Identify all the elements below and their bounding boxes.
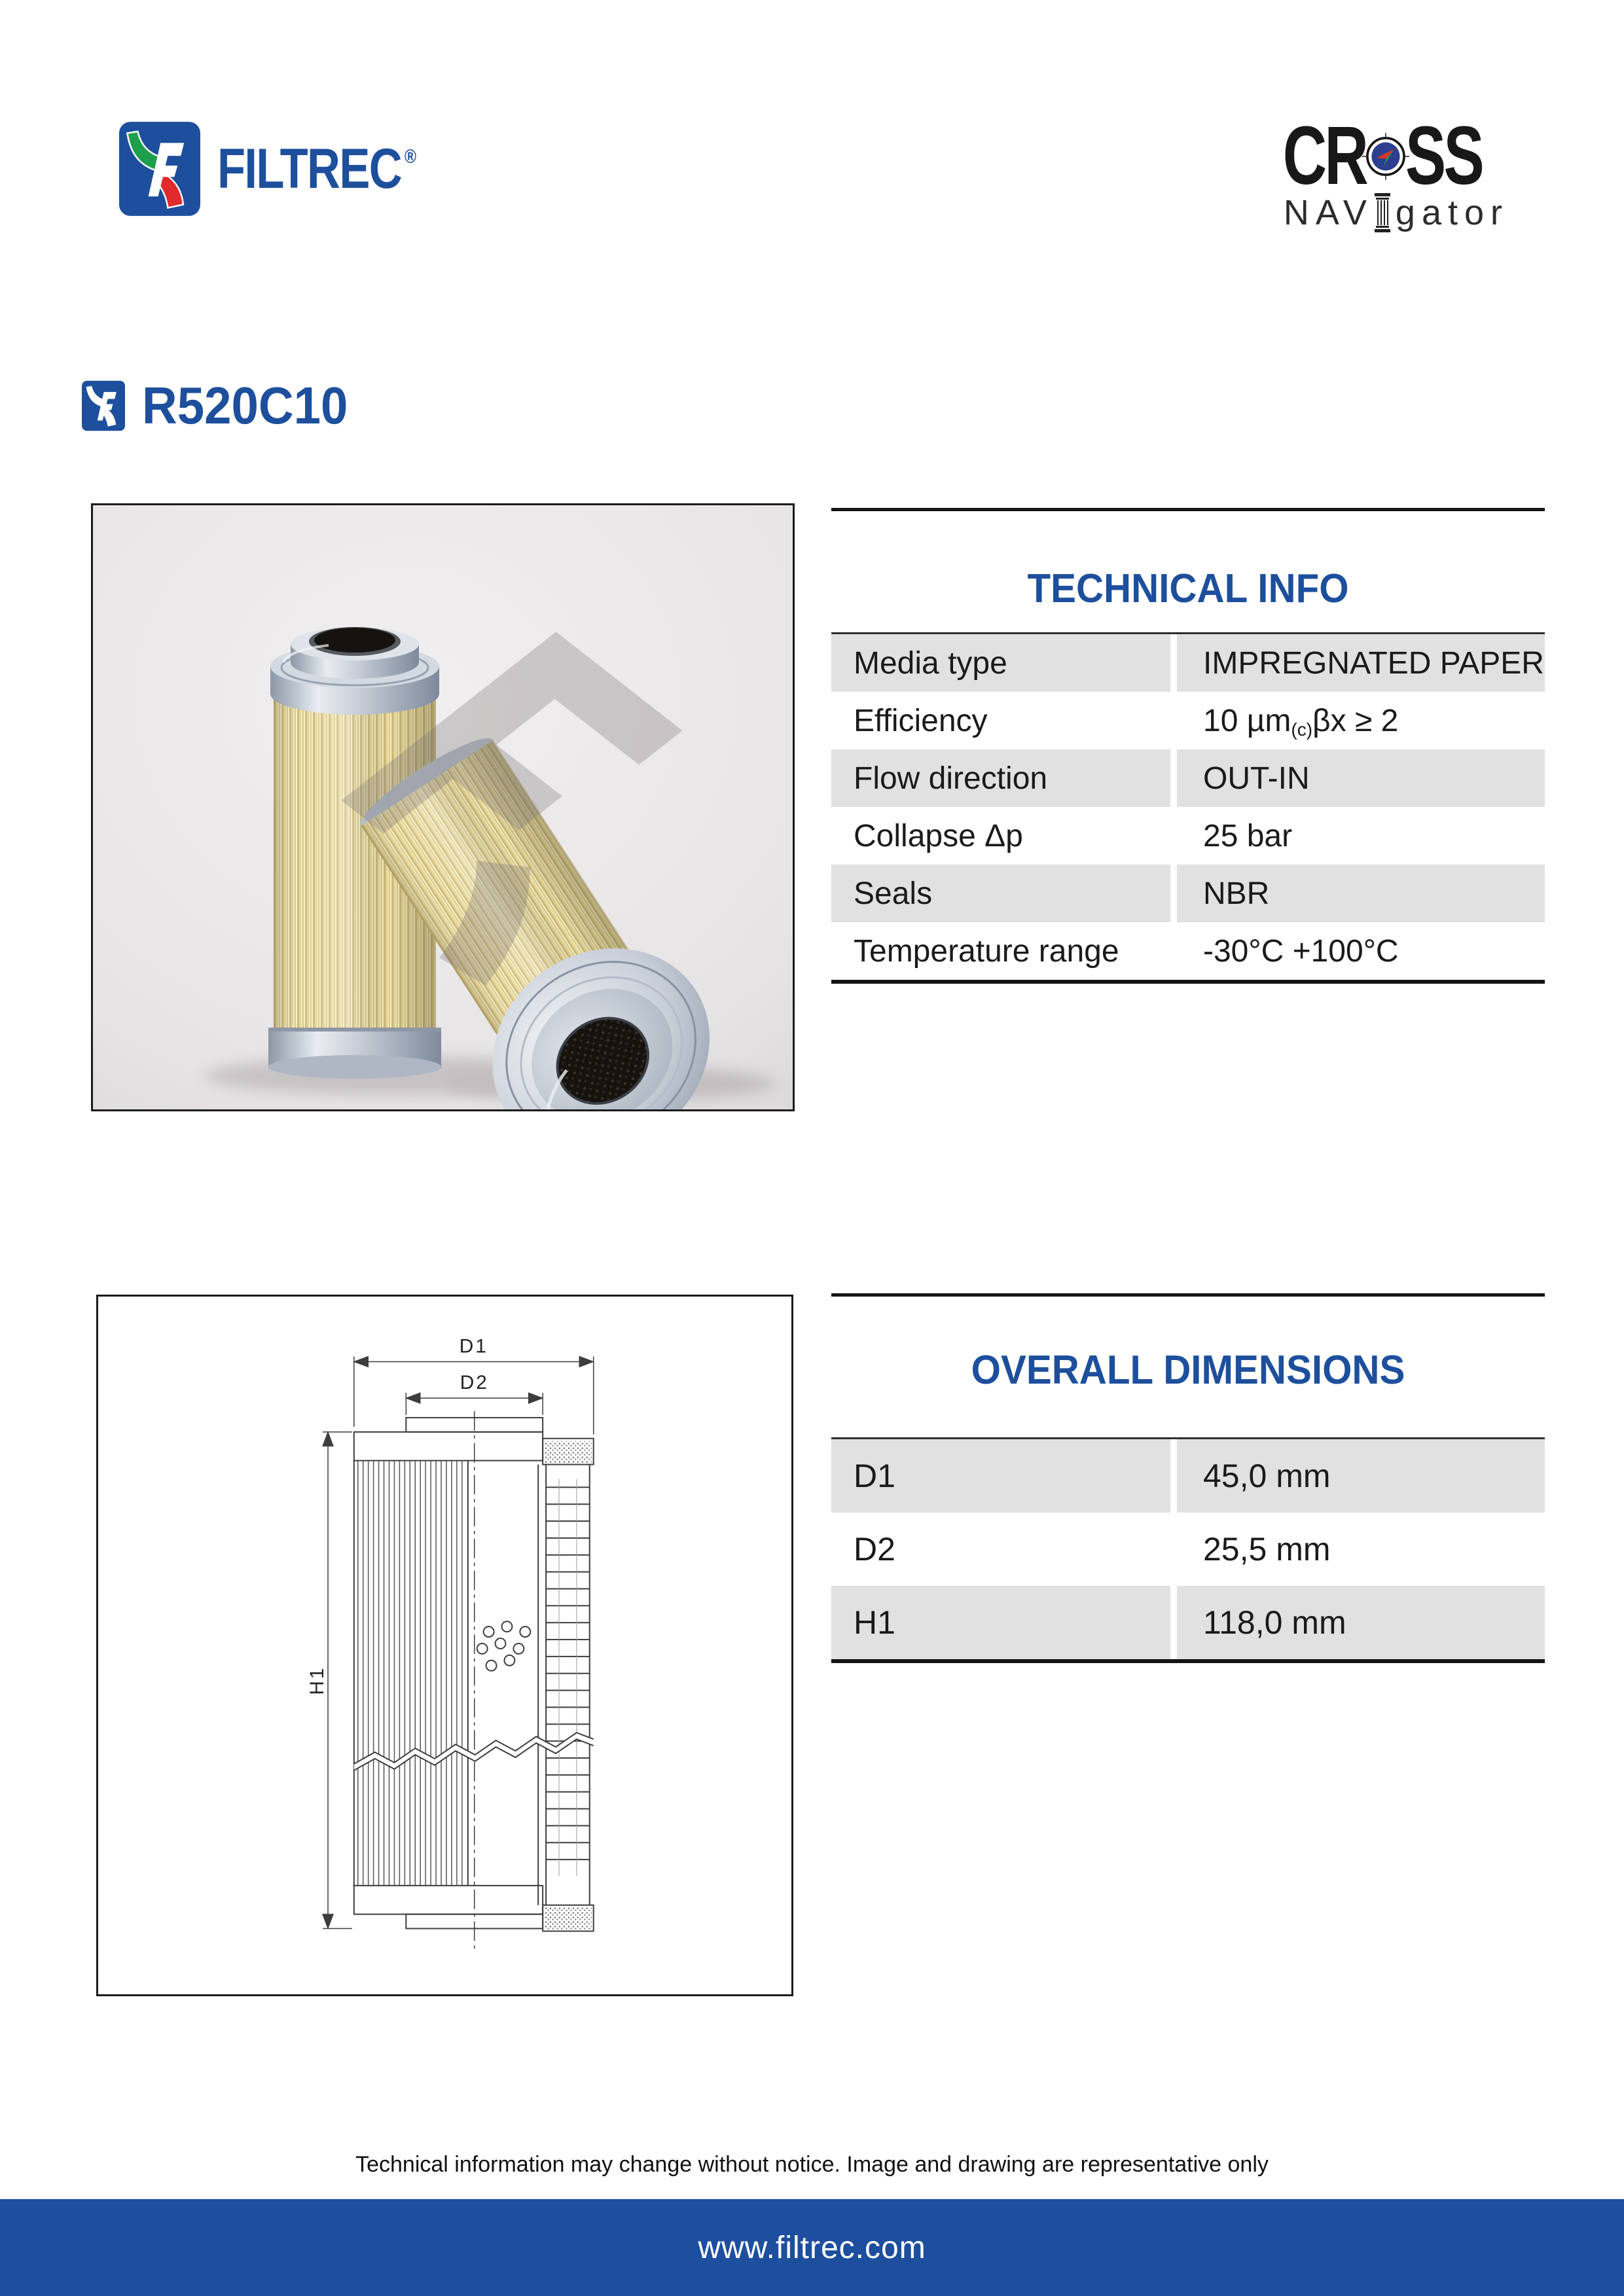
filter-drawing-illustration [98,1297,791,1994]
table-row [831,1586,1545,1659]
filter-photo-illustration [93,505,793,1109]
footer-bar [0,2199,1624,2296]
registered-mark: ® [404,145,416,168]
spec-value: 25 bar [1177,807,1545,865]
spec-label: Temperature range [831,922,1170,980]
navigator-prefix: NAV [1283,193,1373,232]
spec-label: Efficiency [831,692,1170,749]
dim-value: 118,0 mm [1177,1586,1545,1659]
dim-label: H1 [831,1586,1170,1659]
dim-label-h1: H1 [306,1666,329,1695]
dim-value: 45,0 mm [1177,1439,1545,1513]
technical-info-table [831,632,1545,984]
product-code: R520C10 [142,376,348,435]
technical-drawing [96,1295,793,1996]
table-row [831,1439,1545,1513]
spec-label: Seals [831,865,1170,922]
technical-info-title: TECHNICAL INFO [1027,566,1349,611]
dim-label: D2 [831,1513,1170,1586]
column-icon [1375,193,1390,232]
overall-dimensions-table [831,1437,1545,1663]
cross-navigator-logo [1254,109,1509,233]
table-row [831,807,1545,865]
disclaimer-text: Technical information may change without notice. Image and drawing are representative only [355,2152,1269,2177]
subscript: (c) [1291,719,1313,740]
spec-value: -30°C +100°C [1177,922,1545,980]
section-divider-bottom [831,1293,1545,1297]
spec-value: 10 µm (c) βx ≥ 2 [1177,692,1545,749]
cross-wordmark [1254,109,1509,202]
table-row [831,749,1545,807]
website-link[interactable]: www.filtrec.com [698,2230,926,2265]
compass-icon [1362,122,1409,190]
product-photo [91,503,795,1111]
filtrec-logo [119,121,459,217]
overall-dimensions-title: OVERALL DIMENSIONS [971,1348,1405,1393]
table-row [831,1513,1545,1586]
spec-value: OUT-IN [1177,749,1545,807]
filtrec-f-icon [119,121,200,217]
filtrec-wordmark: FILTREC ® [217,137,416,200]
cross-right-text: SS [1405,109,1482,202]
spec-value: IMPREGNATED PAPER [1177,634,1545,692]
spec-label: Flow direction [831,749,1170,807]
table-row [831,865,1545,922]
dim-label-d1: D1 [459,1335,488,1357]
section-divider-top [831,508,1545,511]
navigator-suffix: gator [1395,193,1509,232]
filtrec-mark-icon [82,380,125,431]
table-row [831,692,1545,749]
spec-value: NBR [1177,865,1545,922]
spec-label: Collapse Δp [831,807,1170,865]
product-title [82,376,363,436]
table-row [831,634,1545,692]
dim-value: 25,5 mm [1177,1513,1545,1586]
spec-label: Media type [831,634,1170,692]
dim-label: D1 [831,1439,1170,1513]
dim-label-d2: D2 [460,1372,489,1394]
table-row [831,922,1545,980]
cross-left-text: CR [1282,109,1366,202]
